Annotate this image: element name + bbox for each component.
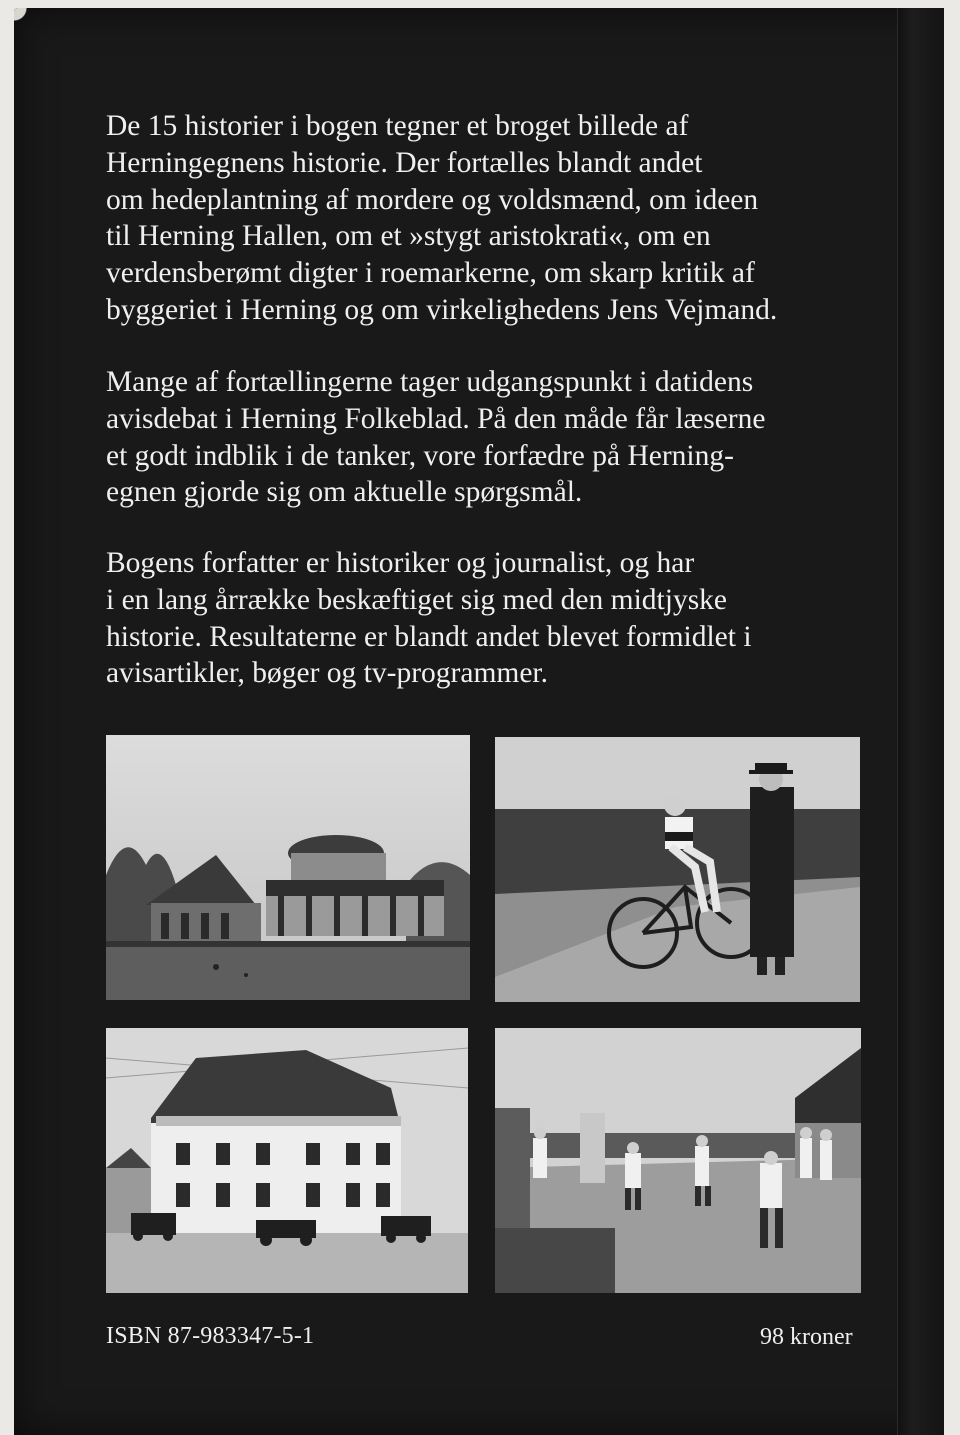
blurb-line: Bogens forfatter er historiker og journalist, og har — [106, 547, 695, 579]
blurb-line: om hedeplantning af mordere og voldsmænd, om ideen — [106, 183, 759, 216]
blurb-paragraph-2 — [106, 364, 876, 511]
blurb-line: i en lang årrække beskæftiget sig med den midtjyske — [106, 583, 728, 616]
cover-spine-edge — [897, 8, 944, 1435]
book-back-cover — [14, 8, 944, 1435]
blurb-line: et godt indblik i de tanker, vore forfædre på Herning- — [106, 439, 734, 472]
cover-corner-wear — [14, 8, 44, 38]
blurb-line: verdensberømt digter i roemarkerne, om skarp kritik af — [106, 257, 755, 290]
blurb-line: avisartikler, bøger og tv-programmer. — [106, 657, 548, 690]
blurb-line: De 15 historier i bogen tegner et broget billede af — [106, 110, 689, 142]
cyclist-and-man-in-hat-photo — [495, 737, 860, 1002]
blurb-line: avisdebat i Herning Folkeblad. På den måde får læserne — [106, 402, 766, 435]
blurb-paragraph-3 — [106, 545, 876, 692]
price-label: 98 kroner — [760, 1324, 853, 1350]
blurb-line: Mange af fortællingerne tager udgangspunkt i datidens — [106, 366, 754, 398]
road-workers-with-shovels-photo — [495, 1028, 861, 1293]
blurb-line: egnen gjorde sig om aktuelle spørgsmål. — [106, 476, 583, 509]
blurb-paragraph-1 — [106, 108, 876, 329]
blurb-line: byggeriet i Herning og om virkelighedens Jens Vejmand. — [106, 293, 778, 326]
round-pavilion-building-photo — [106, 735, 470, 1000]
blurb-line: Herningegnens historie. Der fortælles blandt andet — [106, 146, 703, 179]
isbn-number: ISBN 87-983347-5-1 — [106, 1323, 315, 1349]
blurb-line: historie. Resultaterne er blandt andet blevet formidlet i — [106, 620, 752, 653]
blurb-line: til Herning Hallen, om et »stygt aristokrati«, om en — [106, 220, 711, 253]
corner-building-with-vintage-cars-photo — [106, 1028, 468, 1293]
